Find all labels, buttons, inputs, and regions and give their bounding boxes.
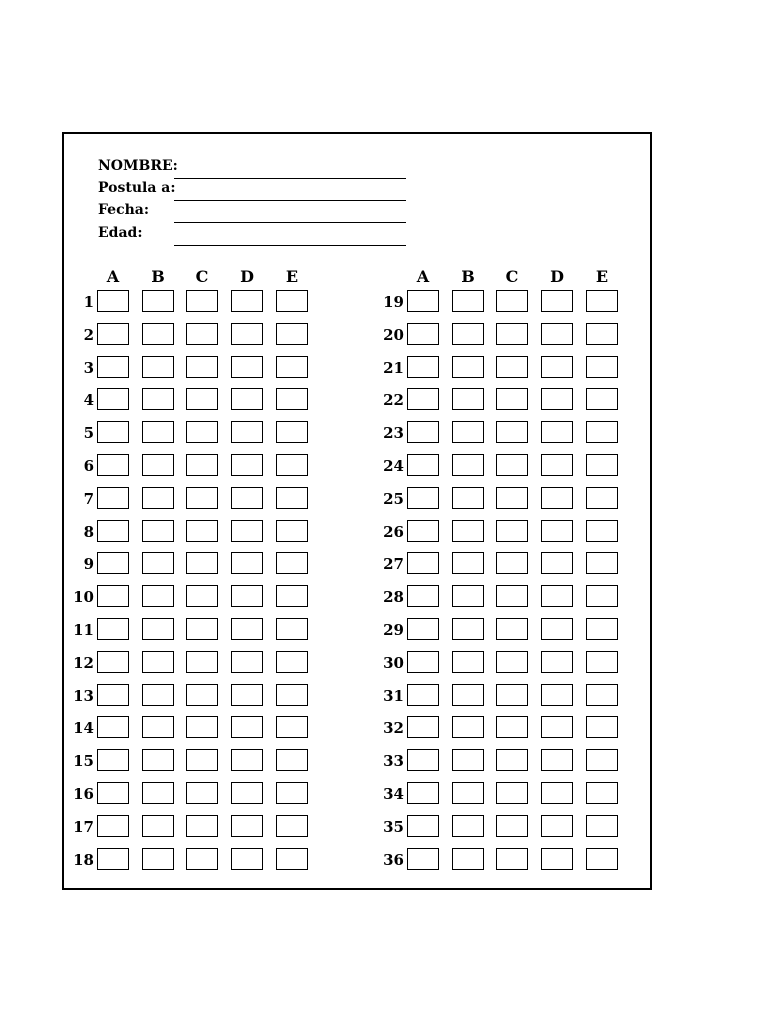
- answer-box-d[interactable]: [541, 684, 573, 706]
- answer-box-a[interactable]: [407, 815, 439, 837]
- answer-box-d[interactable]: [231, 815, 263, 837]
- answer-box-c[interactable]: [186, 323, 218, 345]
- answer-box-b[interactable]: [142, 487, 174, 509]
- answer-box-c[interactable]: [186, 356, 218, 378]
- answer-box-b[interactable]: [452, 684, 484, 706]
- answer-box-c[interactable]: [496, 618, 528, 640]
- answer-box-a[interactable]: [97, 618, 129, 640]
- answer-box-a[interactable]: [97, 684, 129, 706]
- answer-box-e[interactable]: [276, 454, 308, 476]
- answer-box-c[interactable]: [496, 487, 528, 509]
- question-number: 18: [73, 850, 94, 869]
- answer-box-d[interactable]: [231, 290, 263, 312]
- answer-box-e[interactable]: [586, 618, 618, 640]
- field-line-postula[interactable]: [174, 200, 406, 201]
- answer-box-e[interactable]: [586, 815, 618, 837]
- answer-box-d[interactable]: [541, 454, 573, 476]
- answer-box-b[interactable]: [452, 487, 484, 509]
- option-letter: C: [505, 267, 519, 286]
- answer-box-b[interactable]: [142, 782, 174, 804]
- answer-box-e[interactable]: [276, 716, 308, 738]
- answer-box-b[interactable]: [452, 421, 484, 443]
- answer-box-a[interactable]: [407, 520, 439, 542]
- answer-box-a[interactable]: [97, 651, 129, 673]
- answer-box-b[interactable]: [452, 618, 484, 640]
- question-number: 29: [383, 621, 404, 639]
- answer-box-a[interactable]: [97, 520, 129, 542]
- answer-box-e[interactable]: [276, 356, 308, 378]
- question-number: 1: [83, 293, 94, 311]
- answer-box-a[interactable]: [97, 815, 129, 837]
- answer-box-d[interactable]: [231, 585, 263, 607]
- answer-box-e[interactable]: [586, 716, 618, 738]
- answer-box-e[interactable]: [586, 487, 618, 509]
- answer-box-c[interactable]: [186, 684, 218, 706]
- answer-box-c[interactable]: [496, 815, 528, 837]
- answer-box-d[interactable]: [231, 651, 263, 673]
- option-letter: E: [595, 267, 609, 286]
- answer-box-c[interactable]: [496, 848, 528, 870]
- field-label-fecha: Fecha:: [98, 202, 150, 218]
- question-number: 8: [83, 522, 94, 541]
- option-letter: C: [195, 267, 209, 286]
- answer-box-e[interactable]: [586, 388, 618, 410]
- answer-box-e[interactable]: [586, 454, 618, 476]
- answer-box-e[interactable]: [586, 684, 618, 706]
- answer-box-a[interactable]: [97, 487, 129, 509]
- answer-box-c[interactable]: [496, 323, 528, 345]
- question-number: 23: [383, 424, 404, 443]
- answer-box-c[interactable]: [496, 651, 528, 673]
- answer-box-c[interactable]: [186, 454, 218, 476]
- question-number: 32: [383, 719, 404, 738]
- answer-box-e[interactable]: [276, 388, 308, 410]
- answer-box-c[interactable]: [496, 552, 528, 574]
- answer-box-e[interactable]: [276, 421, 308, 443]
- answer-box-a[interactable]: [407, 684, 439, 706]
- answer-box-d[interactable]: [541, 848, 573, 870]
- answer-box-e[interactable]: [586, 290, 618, 312]
- answer-box-d[interactable]: [231, 356, 263, 378]
- answer-box-b[interactable]: [452, 454, 484, 476]
- answer-box-b[interactable]: [452, 356, 484, 378]
- answer-box-d[interactable]: [541, 552, 573, 574]
- answer-box-b[interactable]: [452, 290, 484, 312]
- answer-box-c[interactable]: [186, 749, 218, 771]
- answer-box-e[interactable]: [276, 585, 308, 607]
- answer-box-a[interactable]: [97, 290, 129, 312]
- answer-box-e[interactable]: [586, 651, 618, 673]
- answer-box-b[interactable]: [452, 782, 484, 804]
- question-number: 33: [383, 752, 404, 771]
- option-letter: E: [285, 267, 299, 286]
- answer-box-b[interactable]: [142, 815, 174, 837]
- question-number: 31: [383, 686, 404, 705]
- answer-box-d[interactable]: [541, 421, 573, 443]
- answer-box-b[interactable]: [142, 520, 174, 542]
- question-number: 22: [383, 391, 404, 410]
- question-number: 36: [383, 850, 404, 869]
- answer-box-a[interactable]: [407, 421, 439, 443]
- answer-box-a[interactable]: [407, 454, 439, 476]
- answer-box-d[interactable]: [541, 782, 573, 804]
- answer-box-c[interactable]: [186, 290, 218, 312]
- answer-box-a[interactable]: [407, 749, 439, 771]
- answer-box-d[interactable]: [231, 848, 263, 870]
- answer-box-a[interactable]: [97, 749, 129, 771]
- field-line-edad[interactable]: [174, 245, 406, 246]
- answer-box-a[interactable]: [97, 848, 129, 870]
- answer-box-b[interactable]: [142, 323, 174, 345]
- answer-box-c[interactable]: [186, 618, 218, 640]
- question-number: 19: [383, 293, 404, 311]
- question-number: 34: [383, 785, 404, 803]
- answer-box-e[interactable]: [276, 815, 308, 837]
- answer-box-d[interactable]: [541, 749, 573, 771]
- question-number: 15: [73, 752, 94, 771]
- answer-box-a[interactable]: [97, 552, 129, 574]
- option-letter: B: [151, 267, 165, 286]
- answer-box-b[interactable]: [142, 356, 174, 378]
- answer-box-c[interactable]: [496, 749, 528, 771]
- answer-box-b[interactable]: [452, 520, 484, 542]
- answer-box-e[interactable]: [586, 848, 618, 870]
- answer-box-c[interactable]: [186, 782, 218, 804]
- answer-box-a[interactable]: [407, 651, 439, 673]
- answer-box-b[interactable]: [142, 684, 174, 706]
- question-number: 21: [383, 358, 404, 377]
- answer-box-b[interactable]: [452, 716, 484, 738]
- answer-box-a[interactable]: [407, 618, 439, 640]
- answer-box-d[interactable]: [231, 618, 263, 640]
- answer-box-c[interactable]: [496, 520, 528, 542]
- answer-box-a[interactable]: [407, 323, 439, 345]
- answer-box-c[interactable]: [496, 782, 528, 804]
- answer-box-d[interactable]: [541, 356, 573, 378]
- answer-box-a[interactable]: [97, 454, 129, 476]
- answer-box-b[interactable]: [452, 815, 484, 837]
- option-letter: D: [240, 267, 254, 286]
- answer-box-a[interactable]: [97, 388, 129, 410]
- answer-box-a[interactable]: [97, 356, 129, 378]
- answer-box-b[interactable]: [452, 848, 484, 870]
- answer-box-b[interactable]: [452, 323, 484, 345]
- question-number: 3: [83, 358, 94, 377]
- answer-box-d[interactable]: [231, 421, 263, 443]
- answer-box-c[interactable]: [496, 356, 528, 378]
- answer-box-b[interactable]: [142, 651, 174, 673]
- question-number: 2: [83, 325, 94, 344]
- answer-box-a[interactable]: [97, 323, 129, 345]
- answer-box-a[interactable]: [407, 487, 439, 509]
- answer-box-b[interactable]: [142, 618, 174, 640]
- answer-box-c[interactable]: [496, 388, 528, 410]
- answer-box-a[interactable]: [407, 356, 439, 378]
- answer-box-b[interactable]: [452, 388, 484, 410]
- answer-box-a[interactable]: [97, 421, 129, 443]
- answer-box-e[interactable]: [586, 552, 618, 574]
- answer-box-c[interactable]: [496, 454, 528, 476]
- answer-box-d[interactable]: [541, 520, 573, 542]
- answer-box-e[interactable]: [586, 782, 618, 804]
- answer-box-a[interactable]: [407, 848, 439, 870]
- answer-box-e[interactable]: [276, 520, 308, 542]
- question-number: 10: [73, 588, 94, 607]
- answer-box-d[interactable]: [541, 487, 573, 509]
- question-number: 20: [383, 325, 404, 344]
- answer-box-c[interactable]: [186, 552, 218, 574]
- question-number: 14: [73, 719, 94, 738]
- answer-box-a[interactable]: [407, 388, 439, 410]
- answer-box-b[interactable]: [142, 848, 174, 870]
- answer-box-b[interactable]: [452, 585, 484, 607]
- question-number: 13: [73, 686, 94, 705]
- question-number: 28: [383, 588, 404, 607]
- answer-box-e[interactable]: [586, 585, 618, 607]
- answer-box-c[interactable]: [186, 421, 218, 443]
- answer-box-d[interactable]: [231, 388, 263, 410]
- answer-box-c[interactable]: [186, 388, 218, 410]
- question-number: 17: [73, 817, 94, 836]
- answer-box-e[interactable]: [276, 749, 308, 771]
- answer-box-a[interactable]: [97, 716, 129, 738]
- answer-box-d[interactable]: [541, 388, 573, 410]
- question-number: 5: [83, 424, 94, 443]
- answer-box-b[interactable]: [142, 454, 174, 476]
- answer-box-d[interactable]: [541, 585, 573, 607]
- answer-box-b[interactable]: [142, 290, 174, 312]
- answer-box-c[interactable]: [186, 716, 218, 738]
- option-letter: B: [461, 267, 475, 286]
- option-letter: A: [416, 267, 430, 286]
- answer-box-c[interactable]: [496, 290, 528, 312]
- answer-sheet: [62, 132, 652, 890]
- field-line-nombre[interactable]: [174, 178, 406, 179]
- answer-box-a[interactable]: [407, 585, 439, 607]
- answer-box-e[interactable]: [276, 323, 308, 345]
- question-number: 6: [83, 457, 94, 475]
- question-number: 12: [73, 653, 94, 672]
- answer-box-d[interactable]: [541, 323, 573, 345]
- question-number: 25: [383, 489, 404, 508]
- question-number: 24: [383, 457, 404, 475]
- answer-box-c[interactable]: [186, 848, 218, 870]
- question-number: 30: [383, 653, 404, 672]
- answer-box-b[interactable]: [452, 552, 484, 574]
- answer-box-e[interactable]: [276, 684, 308, 706]
- field-label-edad: Edad:: [98, 225, 143, 241]
- answer-box-d[interactable]: [231, 323, 263, 345]
- answer-box-e[interactable]: [276, 651, 308, 673]
- answer-box-c[interactable]: [186, 585, 218, 607]
- answer-box-c[interactable]: [186, 815, 218, 837]
- question-number: 16: [73, 785, 94, 803]
- question-number: 11: [73, 621, 94, 639]
- field-label-nombre: NOMBRE:: [98, 158, 178, 174]
- answer-box-c[interactable]: [186, 520, 218, 542]
- answer-box-b[interactable]: [452, 749, 484, 771]
- answer-box-a[interactable]: [407, 552, 439, 574]
- answer-box-d[interactable]: [231, 520, 263, 542]
- option-letter: A: [106, 267, 120, 286]
- answer-box-d[interactable]: [231, 716, 263, 738]
- answer-box-c[interactable]: [186, 651, 218, 673]
- answer-box-e[interactable]: [276, 848, 308, 870]
- answer-box-b[interactable]: [142, 749, 174, 771]
- field-label-postula: Postula a:: [98, 180, 176, 196]
- answer-box-e[interactable]: [276, 487, 308, 509]
- answer-box-e[interactable]: [586, 520, 618, 542]
- answer-box-c[interactable]: [496, 716, 528, 738]
- answer-box-d[interactable]: [231, 684, 263, 706]
- answer-box-e[interactable]: [276, 290, 308, 312]
- answer-box-d[interactable]: [231, 782, 263, 804]
- question-number: 35: [383, 817, 404, 836]
- answer-box-e[interactable]: [586, 749, 618, 771]
- answer-box-d[interactable]: [541, 716, 573, 738]
- answer-box-c[interactable]: [186, 487, 218, 509]
- question-number: 7: [83, 489, 94, 508]
- answer-box-b[interactable]: [452, 651, 484, 673]
- answer-box-e[interactable]: [586, 323, 618, 345]
- answer-box-e[interactable]: [276, 552, 308, 574]
- answer-box-b[interactable]: [142, 388, 174, 410]
- question-number: 26: [383, 522, 404, 541]
- answer-box-a[interactable]: [97, 585, 129, 607]
- answer-box-e[interactable]: [586, 421, 618, 443]
- question-number: 27: [383, 555, 404, 574]
- answer-box-e[interactable]: [276, 618, 308, 640]
- option-letter: D: [550, 267, 564, 286]
- question-number: 9: [83, 555, 94, 574]
- answer-box-e[interactable]: [586, 356, 618, 378]
- field-line-fecha[interactable]: [174, 222, 406, 223]
- answer-box-a[interactable]: [407, 782, 439, 804]
- answer-box-c[interactable]: [496, 421, 528, 443]
- answer-box-d[interactable]: [541, 290, 573, 312]
- answer-box-b[interactable]: [142, 585, 174, 607]
- answer-box-d[interactable]: [541, 651, 573, 673]
- answer-box-b[interactable]: [142, 421, 174, 443]
- answer-box-d[interactable]: [541, 618, 573, 640]
- question-number: 4: [83, 391, 94, 410]
- answer-box-c[interactable]: [496, 684, 528, 706]
- answer-box-a[interactable]: [407, 716, 439, 738]
- answer-box-b[interactable]: [142, 552, 174, 574]
- answer-box-b[interactable]: [142, 716, 174, 738]
- answer-box-d[interactable]: [231, 552, 263, 574]
- answer-box-d[interactable]: [231, 487, 263, 509]
- answer-box-a[interactable]: [407, 290, 439, 312]
- answer-box-d[interactable]: [231, 454, 263, 476]
- answer-box-a[interactable]: [97, 782, 129, 804]
- answer-box-d[interactable]: [541, 815, 573, 837]
- answer-box-c[interactable]: [496, 585, 528, 607]
- answer-box-e[interactable]: [276, 782, 308, 804]
- answer-box-d[interactable]: [231, 749, 263, 771]
